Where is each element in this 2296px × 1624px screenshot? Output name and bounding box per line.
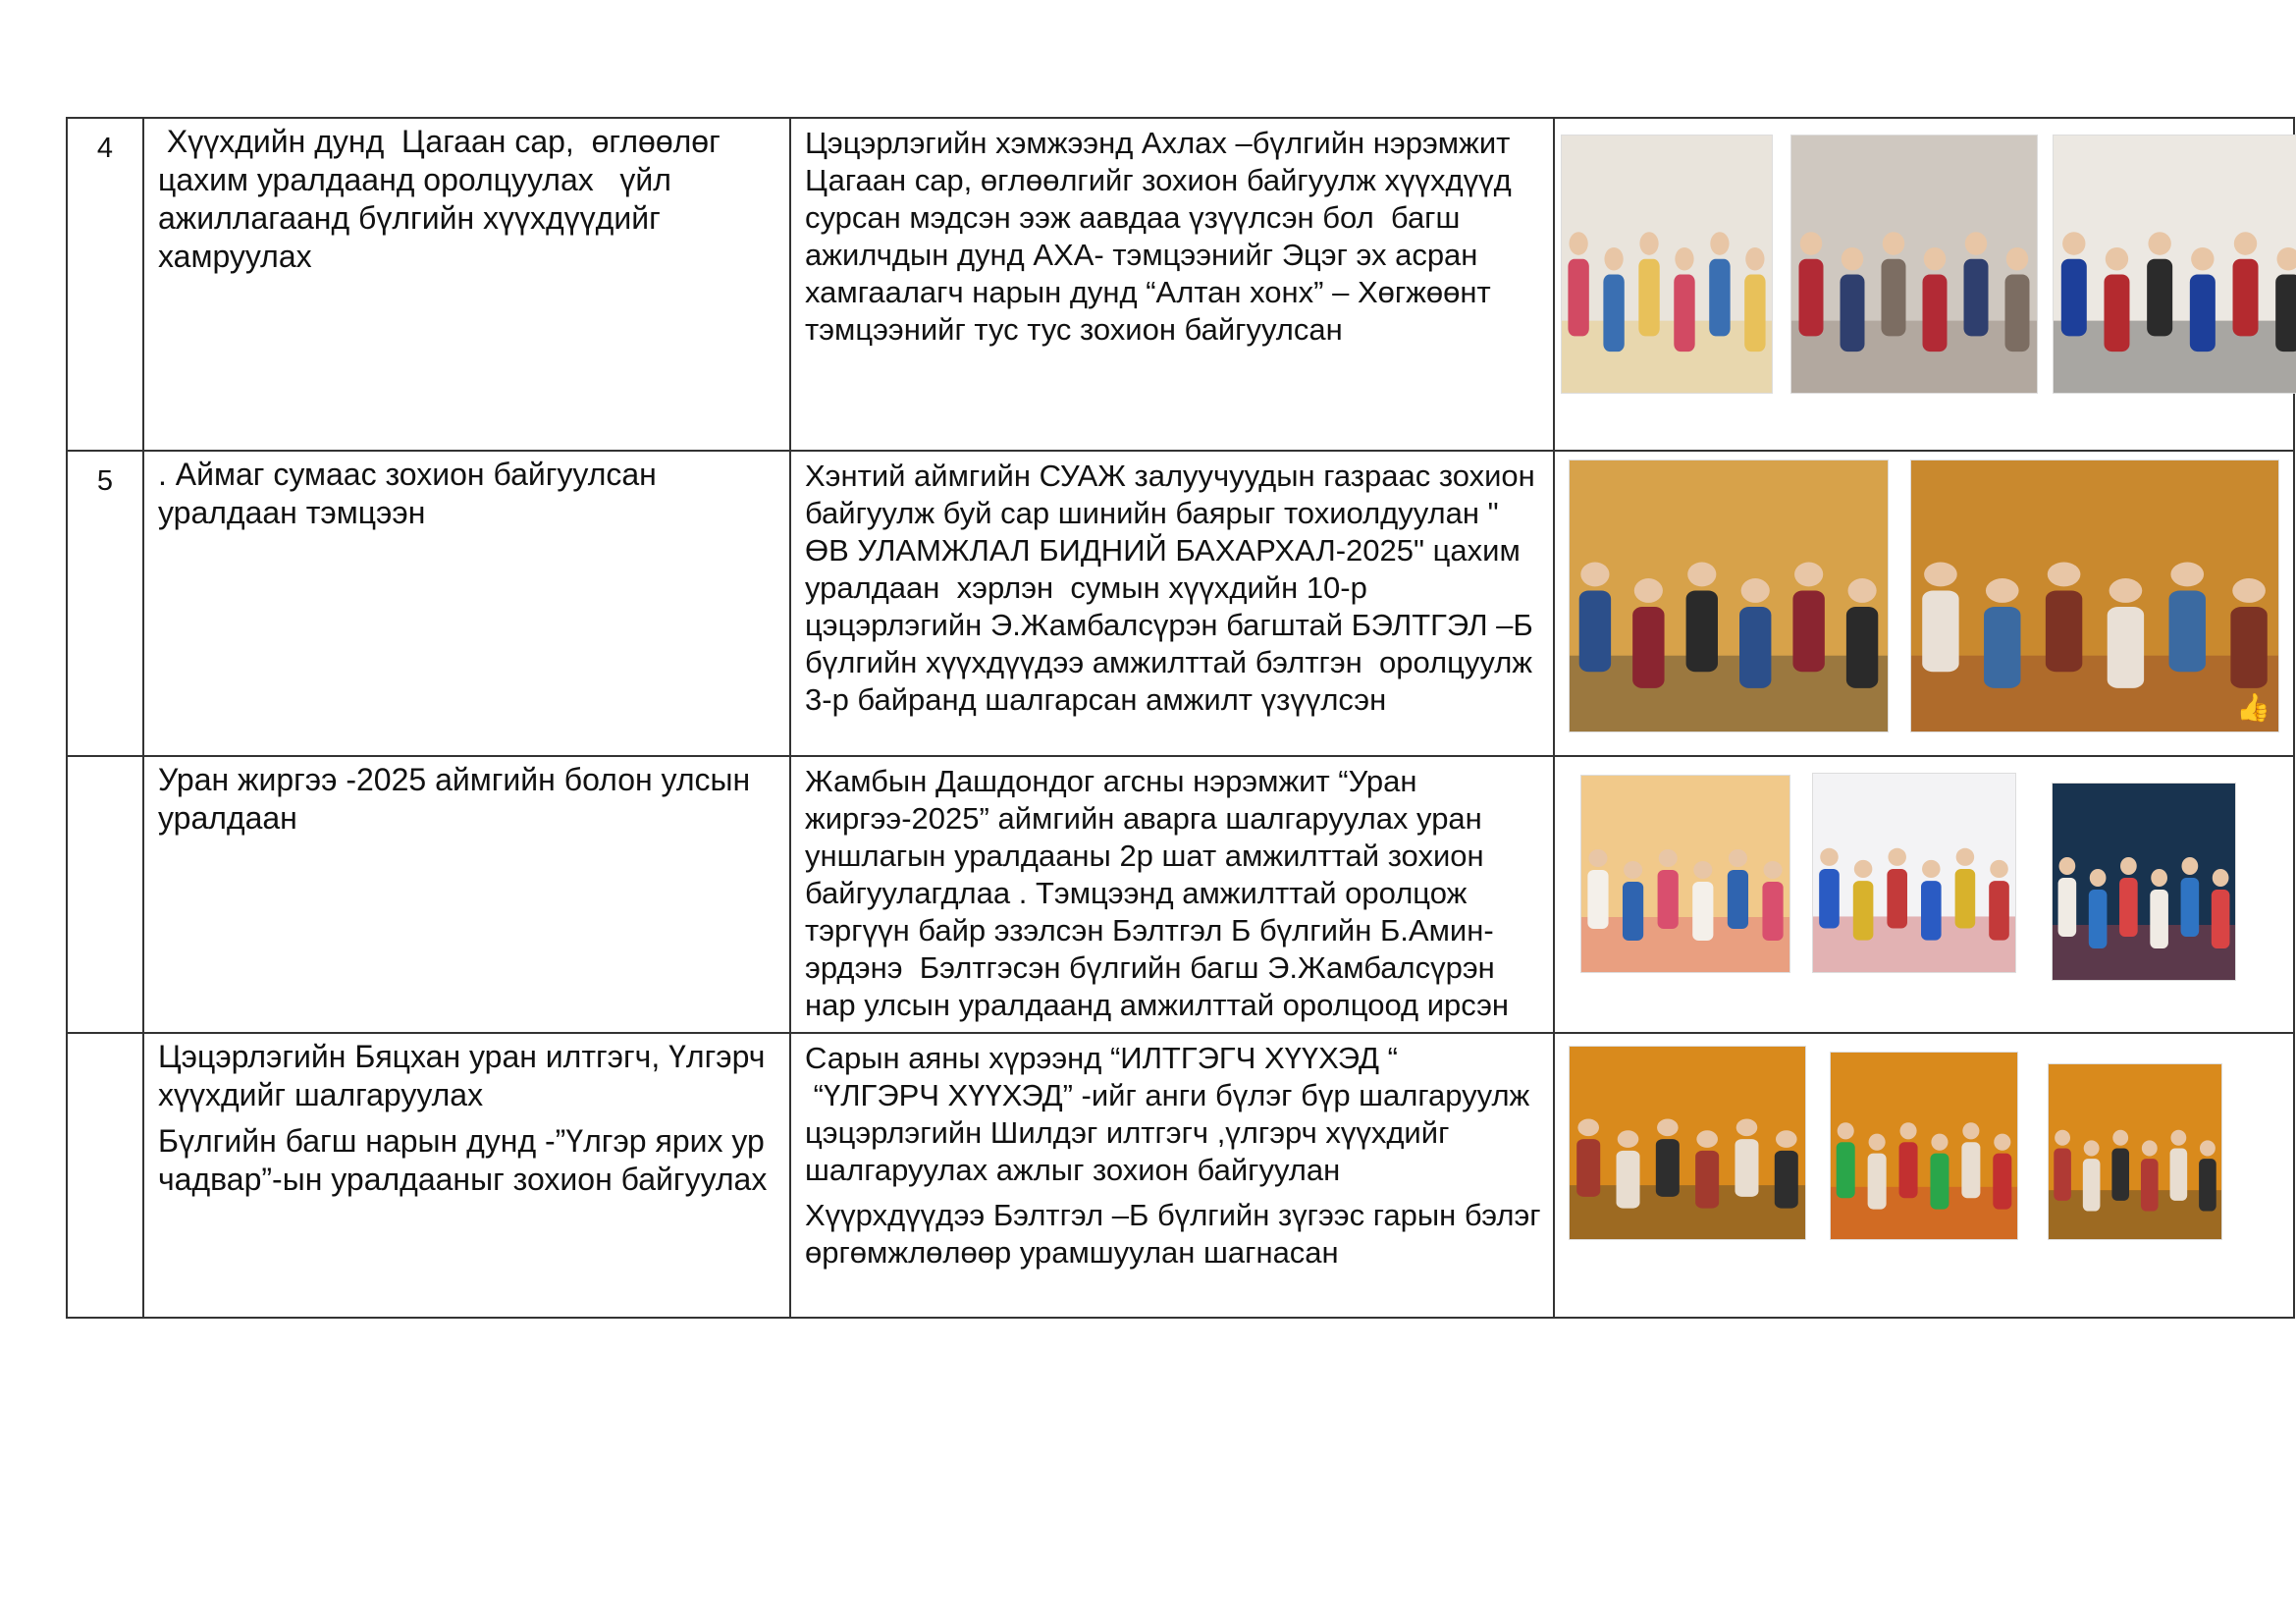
table-row [67, 1033, 2294, 1318]
table-row [67, 756, 2294, 1033]
table-row [67, 118, 2294, 451]
activity-text: Уран жиргээ -2025 аймгийн болон улсын уралдаан [158, 762, 760, 836]
photo-cell [1554, 118, 2294, 451]
photo-children-outside-building [1790, 135, 2038, 394]
photo-stage-green-screen [1830, 1052, 2018, 1240]
result-text: Жамбын Дашдондог агсны нэрэмжит “Уран жиргээ-2025” аймгийн аварга шалгаруулах уран уншлагын уралдааны 2р шат амжилттай зохион байгуулагдлаа . Тэмцээнд амжилттай оролцож тэргүүн байр эзэлсэн Бэлтгэл Б бүлгийн Б.Амин-эрдэнэ Бэлтгэсэн бүлгийн багш Э.Жамбалсүрэн нар улсын уралдаанд амжилттай оролцоод ирсэн [805, 764, 1510, 1022]
photo-teachers-award-office [2053, 135, 2296, 394]
activity-text: . Аймаг сумаас зохион байгуулсан уралдаан тэмцээн [158, 457, 666, 530]
activity-cell [143, 451, 790, 756]
activity-text: Хүүхдийн дунд Цагаан сар, өглөөлөг цахим уралдаанд оролцуулах үйл ажиллагаанд бүлгийн хүүхдүүдийг хамруулах [158, 124, 729, 274]
photo-certificate-medal [1812, 773, 2016, 973]
activity-cell [143, 756, 790, 1033]
photo-cell [1554, 756, 2294, 1033]
photo-children-tsagaan-sar-group [1561, 135, 1773, 394]
photo-cell [1554, 451, 2294, 756]
table-row [67, 451, 2294, 756]
result-cell [790, 451, 1554, 756]
result-text: Сарын аяны хүрээнд “ИЛТГЭГЧ ХҮҮХЭД “ “ҮЛГЭРЧ ХҮҮХЭД” -ийг анги бүлэг бүр шалгаруулж цэцэрлэгийн Шилдэг илтгэгч ,үлгэрч хүүхдийг шалгаруулах ажлыг зохион байгуулан [805, 1041, 1530, 1187]
photo-child-national-stage [2052, 783, 2236, 981]
photo-children-dancing-ger [1910, 460, 2279, 732]
row-number: 5 [67, 451, 143, 756]
result-text: Хүүрхдүүдээ Бэлтгэл –Б бүлгийн зүгээс гарын бэлэг өргөмжлөлөөр урамшуулан шагнасан [805, 1198, 1550, 1270]
result-text: Цэцэрлэгийн хэмжээнд Ахлах –бүлгийн нэрэмжит Цагаан сар, өглөөлгийг зохион байгуулж хүүхдүүд сурсан мэдсэн ээж аавдаа үзүүлсэн бол багш ажилчдын дунд АХА- тэмцээнийг Эцэг эх асран хамгаалагч нарын дунд “Алтан хонх” – Хөгжөөнт тэмцээнийг тус тус зохион байгуулсан [805, 126, 1527, 347]
photo-cell [1554, 1033, 2294, 1318]
result-cell [790, 118, 1554, 451]
row-number [67, 756, 143, 1033]
activity-cell [143, 1033, 790, 1318]
photo-stage-child-award [2048, 1063, 2222, 1240]
result-cell [790, 1033, 1554, 1318]
row-number [67, 1033, 143, 1318]
photo-stage-children-banner [1569, 1046, 1806, 1240]
result-cell [790, 756, 1554, 1033]
activity-cell [143, 118, 790, 451]
activity-text: Бүлгийн багш нарын дунд -”Үлгэр ярих ур чадвар”-ын уралдааныг зохион байгуулах [158, 1123, 774, 1197]
photo-children-classroom-ger [1569, 460, 1889, 732]
thumbs-up-icon: 👍 [2236, 692, 2270, 723]
report-table [66, 117, 2295, 1319]
activity-text: Цэцэрлэгийн Бяцхан уран илтгэгч, Үлгэрч хүүхдийг шалгаруулах [158, 1039, 774, 1112]
row-number: 4 [67, 118, 143, 451]
result-text: Хэнтий аймгийн СУАЖ залуучуудын газраас зохион байгуулж буй сар шинийн баярыг тохиолдуулан " ӨВ УЛАМЖЛАЛ БИДНИЙ БАХАРХАЛ-2025" цахим уралдаан хэрлэн сумын хүүхдийн 10-р цэцэрлэгийн Э.Жамбалсүрэн багштай БЭЛТГЭЛ –Б бүлгийн хүүхдүүдээ амжилттай бэлтгэн оролцуулж 3-р байранд шалгарсан амжилт үзүүлсэн [805, 459, 1550, 717]
photo-child-reciting-stage [1580, 775, 1790, 973]
